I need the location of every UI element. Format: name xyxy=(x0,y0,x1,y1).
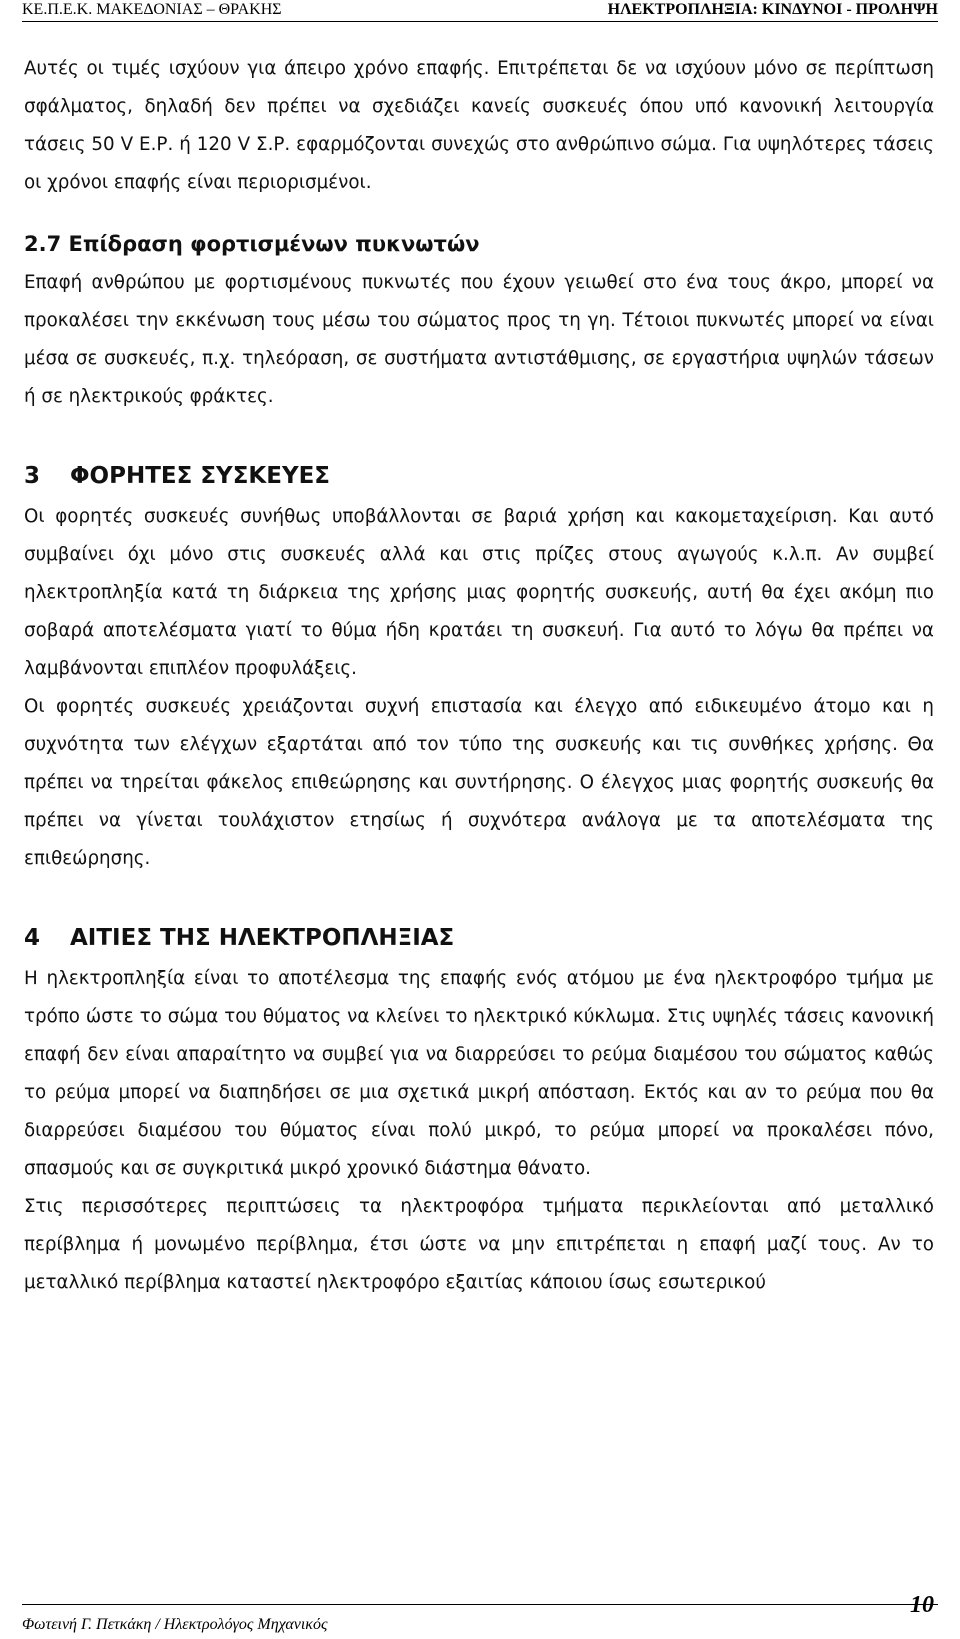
section-3-heading xyxy=(24,454,934,498)
section-4-title: ΑΙΤΙΕΣ ΤΗΣ ΗΛΕΚΤΡΟΠΛΗΞΙΑΣ xyxy=(70,925,455,951)
page-content xyxy=(24,50,934,1302)
section-2-7-paragraph: Επαφή ανθρώπου με φορτισμένους πυκνωτές που έχουν γειωθεί στο ένα τους άκρο, μπορεί να προκαλέσει την εκκένωση τους μέσω του σώματος προς τη γη. Τέτοιοι πυκνωτές μπορεί να είναι μέσα σε συσκευές, π.χ. τηλεόραση, σε συστήματα αντιστάθμισης, σε εργαστήρια υψηλών τάσεων ή σε ηλεκτρικούς φράκτες. xyxy=(24,272,934,407)
section-3-number: 3 xyxy=(24,463,41,489)
page-number: 10 xyxy=(910,1592,934,1618)
section-4-number: 4 xyxy=(24,925,41,951)
section-3-title: ΦΟΡΗΤΕΣ ΣΥΣΚΕΥΕΣ xyxy=(70,463,331,489)
section-3-paragraph-2: Οι φορητές συσκευές χρειάζονται συχνή επιστασία και έλεγχο από ειδικευμένο άτομο και η συχνότητα των ελέγχων εξαρτάται από τον τύπο της συσκευής και τις συνθήκες χρήσης. Θα πρέπει να τηρείται φάκελος επιθεώρησης και συντήρησης. Ο έλεγχος μιας φορητής συσκευής θα πρέπει να γίνεται τουλάχιστον ετησίως ή συχνότερα ανάλογα με τα αποτελέσματα της επιθεώρησης. xyxy=(24,696,934,869)
page-footer xyxy=(22,1592,938,1638)
section-4-paragraph-2: Στις περισσότερες περιπτώσεις τα ηλεκτροφόρα τμήματα περικλείονται από μεταλλικό περίβλημα ή μονωμένο περίβλημα, έτσι ώστε να μην επιτρέπεται η επαφή μαζί τους. Αν το μεταλλικό περίβλημα καταστεί ηλεκτροφόρο εξαιτίας κάποιου ίσως εσωτερικού xyxy=(24,1196,934,1293)
section-3-paragraph-1: Οι φορητές συσκευές συνήθως υποβάλλονται σε βαριά χρήση και κακομεταχείριση. Και αυτό συμβαίνει όχι μόνο στις συσκευές αλλά και στις πρίζες στους αγωγούς κ.λ.π. Αν συμβεί ηλεκτροπληξία κατά τη διάρκεια της χρήσης μιας φορητής συσκευής, αυτή θα έχει ακόμη πιο σοβαρά αποτελέσματα γιατί το θύμα ήδη κρατάει τη συσκευή. Για αυτό το λόγω θα πρέπει να λαμβάνονται επιπλέον προφυλάξεις. xyxy=(24,506,934,679)
header-document-title: ΗΛΕΚΤΡΟΠΛΗΞΙΑ: ΚΙΝΔΥΝΟΙ - ΠΡΟΛΗΨΗ xyxy=(607,1,938,18)
intro-paragraph: Αυτές οι τιμές ισχύουν για άπειρο χρόνο επαφής. Επιτρέπεται δε να ισχύουν μόνο σε περίπτωση σφάλματος, δηλαδή δεν πρέπει να σχεδιάζει κανείς συσκευές όπου υπό κανονική λειτουργία τάσεις 50 V Ε.Ρ. ή 120 V Σ.Ρ. εφαρμόζονται συνεχώς στο ανθρώπινο σώμα. Για υψηλότερες τάσεις οι χρόνοι επαφής είναι περιορισμένοι. xyxy=(24,58,934,193)
section-2-7-heading: 2.7 Επίδραση φορτισμένων πυκνωτών xyxy=(24,232,480,256)
spacer xyxy=(24,878,934,916)
spacer xyxy=(24,416,934,454)
section-4-heading xyxy=(24,916,934,960)
footer-author: Φωτεινή Γ. Πετκάκη / Ηλεκτρολόγος Μηχανικός xyxy=(22,1616,328,1633)
header-organization: ΚΕ.Π.Ε.Κ. ΜΑΚΕΔΟΝΙΑΣ – ΘΡΑΚΗΣ xyxy=(22,1,282,18)
header-rule xyxy=(22,21,938,22)
footer-rule xyxy=(22,1604,938,1605)
section-4-paragraph-1: Η ηλεκτροπληξία είναι το αποτέλεσμα της επαφής ενός ατόμου με ένα ηλεκτροφόρο τμήμα με τρόπο ώστε το σώμα του θύματος να κλείνει το ηλεκτρικό κύκλωμα. Στις υψηλές τάσεις κανονική επαφή δεν είναι απαραίτητο να συμβεί για να διαρρεύσει το ρεύμα διαμέσου του σώματος καθώς το ρεύμα μπορεί να διαπηδήσει σε μια σχετικά μικρή απόσταση. Εκτός και αν το ρεύμα που θα διαρρεύσει διαμέσου του θύματος είναι πολύ μικρό, το ρεύμα μπορεί να προκαλέσει πόνο, σπασμούς και σε συγκριτικά μικρό χρονικό διάστημα θάνατο. xyxy=(24,968,934,1179)
